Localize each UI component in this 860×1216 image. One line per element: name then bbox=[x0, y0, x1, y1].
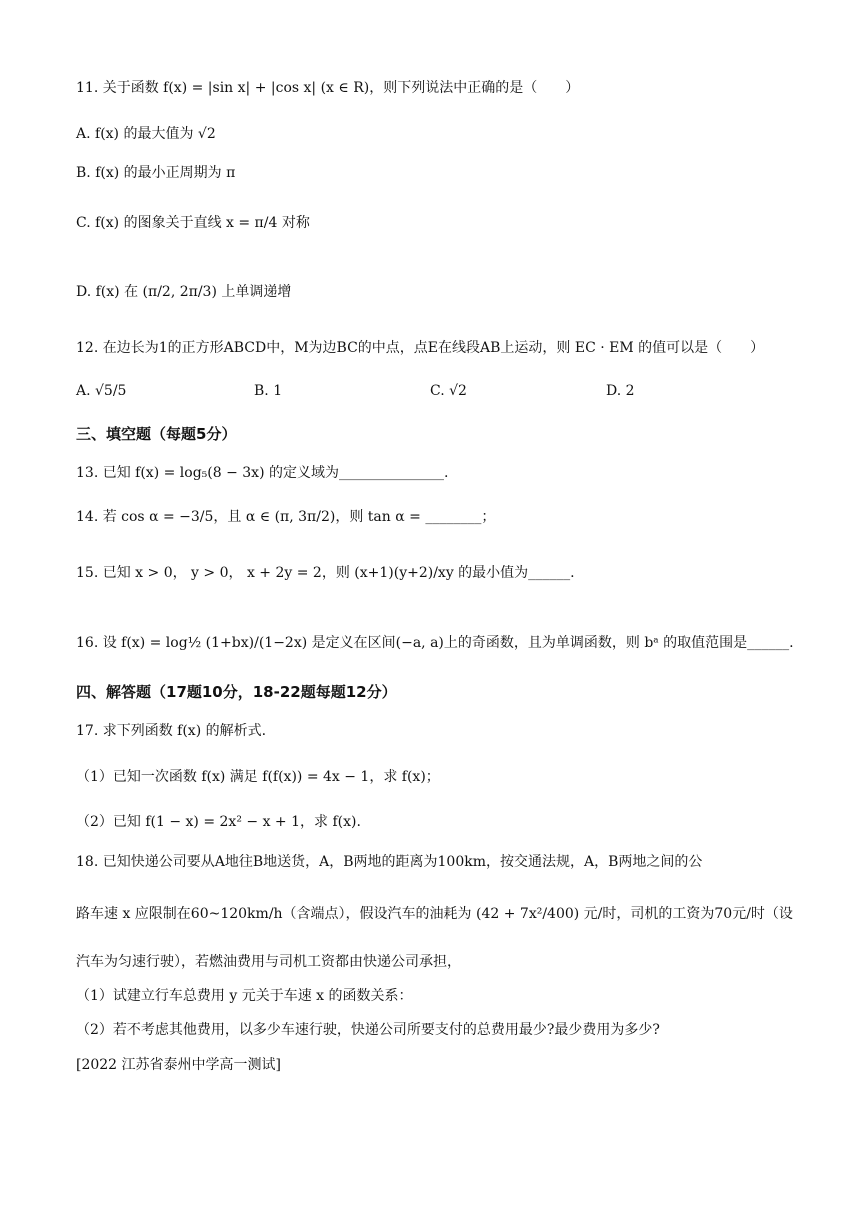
q12-option-b: B. 1 bbox=[254, 383, 283, 399]
q12-option-d: D. 2 bbox=[606, 383, 635, 399]
q11-option-d: D. f(x) 在 (π/2, 2π/3) 上单调递增 bbox=[76, 284, 292, 300]
q15: 15. 已知 x > 0， y > 0， x + 2y = 2，则 (x+1)(y+2)/xy 的最小值为______. bbox=[76, 565, 575, 581]
q17-stem: 17. 求下列函数 f(x) 的解析式. bbox=[76, 723, 267, 739]
q17-part-1: （1）已知一次函数 f(x) 满足 f(f(x)) = 4x − 1，求 f(x)； bbox=[76, 769, 440, 785]
q17-part-2: （2）已知 f(1 − x) = 2x² − x + 1，求 f(x). bbox=[76, 814, 361, 830]
q18-line-3: 汽车为匀速行驶），若燃油费用与司机工资都由快递公司承担， bbox=[76, 954, 461, 970]
q18-part-1: （1）试建立行车总费用 y 元关于车速 x 的函数关系： bbox=[76, 988, 413, 1004]
q12-stem: 12. 在边长为1的正方形ABCD中，M为边BC的中点，点E在线段AB上运动，则 EC · EM 的值可以是（ ） bbox=[76, 340, 765, 356]
q11-option-b: B. f(x) 的最小正周期为 π bbox=[76, 165, 236, 181]
q18-line-2: 路车速 x 应限制在60~120km/h（含端点），假设汽车的油耗为 (42 + 7x²/400) 元/时，司机的工资为70元/时（设 bbox=[76, 906, 793, 922]
q16: 16. 设 f(x) = log½ (1+bx)/(1−2x) 是定义在区间(−a, a)上的奇函数，且为单调函数，则 bᵃ 的取值范围是______. bbox=[76, 635, 794, 651]
q12-option-c: C. √2 bbox=[430, 383, 467, 399]
q12-option-a: A. √5/5 bbox=[76, 383, 127, 399]
section-3-heading: 三、填空题（每题5分） bbox=[76, 425, 237, 443]
q18-part-2: （2）若不考虑其他费用，以多少车速行驶，快递公司所要支付的总费用最少?最少费用为多少? bbox=[76, 1022, 660, 1038]
q14: 14. 若 cos α = −3/5，且 α ∈ (π, 3π/2)，则 tan α = ________； bbox=[76, 509, 496, 525]
q11-option-a: A. f(x) 的最大值为 √2 bbox=[76, 126, 216, 142]
q18-line-1: 18. 已知快递公司要从A地往B地送货，A，B两地的距离为100km，按交通法规，A，B两地之间的公 bbox=[76, 854, 703, 870]
q11-stem: 11. 关于函数 f(x) = |sin x| + |cos x| (x ∈ R)，则下列说法中正确的是（ ） bbox=[76, 80, 580, 96]
source-note: [2022 江苏省泰州中学高一测试] bbox=[76, 1057, 282, 1073]
q11-option-c: C. f(x) 的图象关于直线 x = π/4 对称 bbox=[76, 215, 310, 231]
q13: 13. 已知 f(x) = log₅(8 − 3x) 的定义域为_______________. bbox=[76, 465, 449, 481]
section-4-heading: 四、解答题（17题10分，18-22题每题12分） bbox=[76, 683, 397, 701]
